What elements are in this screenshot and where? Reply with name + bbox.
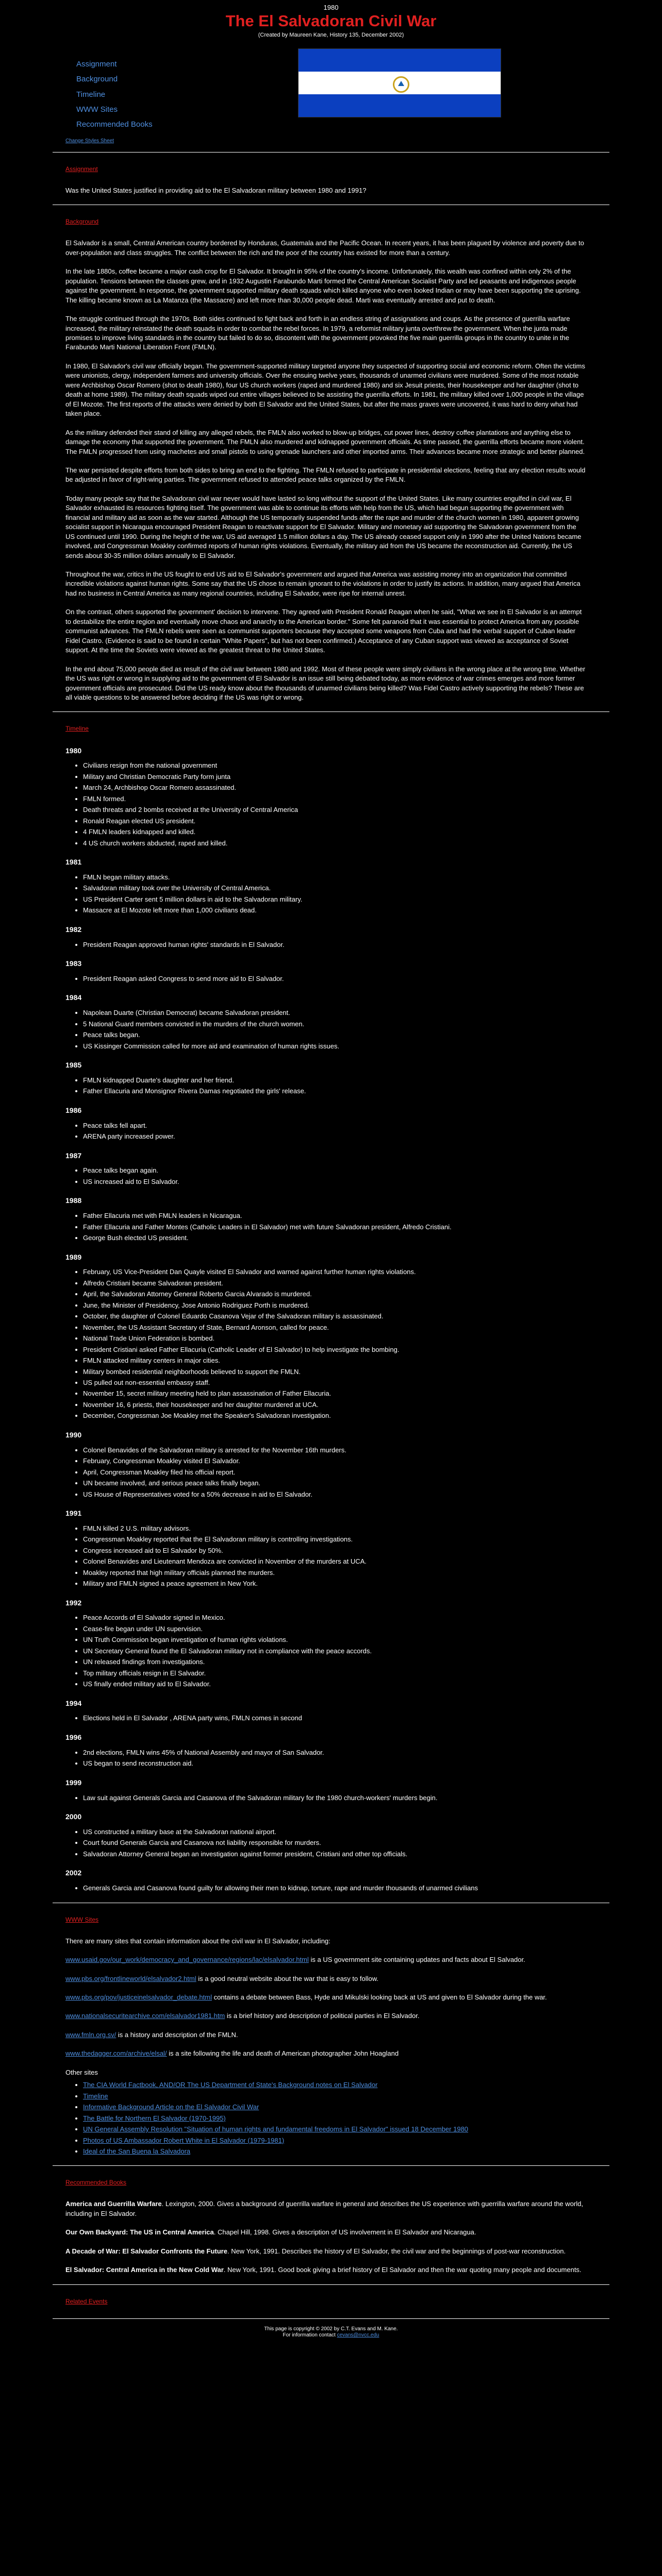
divider: [53, 711, 609, 712]
other-site-link[interactable]: UN General Assembly Resolution "Situation of human rights and fundamental freedoms in El Salvador" issued 18 December 1980: [83, 2125, 469, 2133]
background-paragraph: In the end about 75,000 people died as result of the civil war between 1980 and 1992. Most of these people were simply civilians in the wrong place at the wrong time. Whether the US was right or wrong in supplying aid to the government of El Salvador is an issue still being debated today, as more evidence of war crimes emerges and more former government officials are prosecuted. Did the US ready know about the thousands of unarmed civilians being killed? Was Fidel Castro actively supporting the rebels? These are all viable questions to be answered before deciding if the US was right or wrong.: [65, 665, 586, 702]
timeline-event: • June, the Minister of Presidency, Jose Antonio Rodriguez Porth is murdered.: [83, 1301, 609, 1310]
timeline-events: [73, 1793, 609, 1803]
divider: [53, 2165, 609, 2166]
timeline-event: • Generals Garcia and Casanova found guilty for allowing their men to kidnap, torture, rape and murder thousands of unarmed civilians: [83, 1884, 609, 1893]
timeline-year: 1989: [65, 1252, 82, 1261]
book-entry: [65, 2247, 586, 2256]
related-section: [53, 2297, 609, 2306]
nav-link-assignment[interactable]: Assignment: [76, 60, 117, 69]
www-site-description: is a US government site containing updates and facts about El Salvador.: [308, 1956, 525, 1964]
timeline-event: • US finally ended military aid to El Salvador.: [83, 1680, 609, 1689]
page-title: The El Salvadoran Civil War: [225, 12, 437, 30]
timeline-event: • Peace Accords of El Salvador signed in Mexico.: [83, 1613, 609, 1622]
www-site-link[interactable]: www.nationalsecuritearchive.com/elsalvador1981.htm: [65, 2012, 225, 2020]
timeline-year: 2002: [65, 1869, 82, 1877]
timeline-events: [73, 1267, 609, 1420]
timeline-event: • Military and FMLN signed a peace agreement in New York.: [83, 1579, 609, 1588]
timeline-event: • Congress increased aid to El Salvador by 50%.: [83, 1546, 609, 1555]
timeline-events: [73, 1211, 609, 1243]
related-heading[interactable]: Related Events: [65, 2297, 108, 2305]
timeline-year: 1984: [65, 993, 82, 1002]
timeline-event: • Salvadoran military took over the University of Central America.: [83, 884, 609, 893]
book-title: America and Guerrilla Warfare: [65, 2200, 162, 2208]
timeline-event: • Cease-fire began under UN supervision.: [83, 1624, 609, 1634]
timeline-event: • November 15, secret military meeting held to plan assassination of Father Ellacuria.: [83, 1389, 609, 1398]
other-site-link[interactable]: Photos of US Ambassador Robert White in El Salvador (1979-1981): [83, 2136, 285, 2144]
timeline-event: • October, the daughter of Colonel Eduardo Casanova Vejar of the Salvadoran military is assassinated.: [83, 1312, 609, 1321]
timeline-event: • US President Carter sent 5 million dollars in aid to the Salvadoran military.: [83, 895, 609, 904]
timeline-event: • US increased aid to El Salvador.: [83, 1177, 609, 1187]
assignment-text: Was the United States justified in providing aid to the El Salvadoran military between 1980 and 1991?: [65, 186, 367, 194]
byline: (Created by Maureen Kane, History 135, December 2002): [258, 31, 404, 38]
timeline-year: 1985: [65, 1061, 82, 1070]
other-sites-list: [73, 2080, 609, 2156]
www-site-link[interactable]: www.fmln.org.sv/: [65, 2030, 117, 2039]
book-title: Our Own Backyard: The US in Central America: [65, 2228, 214, 2236]
assignment-heading[interactable]: Assignment: [65, 165, 98, 173]
timeline-event: • 2nd elections, FMLN wins 45% of National Assembly and mayor of San Salvador.: [83, 1748, 609, 1757]
timeline-event: • US House of Representatives voted for a 50% decrease in aid to El Salvador.: [83, 1490, 609, 1499]
nav-link-www-sites[interactable]: WWW Sites: [76, 105, 118, 114]
divider: [53, 2284, 609, 2285]
book-description: . Chapel Hill, 1998. Gives a description of US involvement in El Salvador and Nicaragua.: [213, 2228, 476, 2236]
timeline-events: [73, 1166, 609, 1187]
timeline-event: • UN Secretary General found the El Salvadoran military not in compliance with the peace accords.: [83, 1647, 609, 1656]
timeline-events: [73, 1827, 609, 1859]
timeline-event: • Father Ellacuria and Father Montes (Catholic Leaders in El Salvador) met with future Salvadoran president, Alfredo Cristiani.: [83, 1223, 609, 1232]
timeline-event: • US constructed a military base at the Salvadoran national airport.: [83, 1827, 609, 1837]
www-links: [65, 1955, 609, 2059]
other-site-link[interactable]: Ideal of the San Buena la Salvadora: [83, 2147, 191, 2155]
timeline-event: • George Bush elected US president.: [83, 1233, 609, 1243]
timeline-events: [73, 940, 609, 950]
coat-of-arms-icon: [393, 76, 409, 93]
background-paragraph: As the military defended their stand of killing any alleged rebels, the FMLN also worked to blow-up bridges, cut power lines, destroy coffee plantations and anything else to damage the economy that supported the government. The FMLN also murdered and kidnapped government officials. As time passed, the guerrilla efforts became more violent. The FMLN progressed from using machetes and small pistols to using grenade launchers and other imported arms. Their advances became more strategic and better planned.: [65, 428, 585, 455]
timeline-event: • March 24, Archbishop Oscar Romero assassinated.: [83, 783, 609, 792]
www-site-link[interactable]: www.thedagger.com/archive/elsal/: [65, 2049, 167, 2058]
salvadoran-flag-image: [298, 48, 501, 117]
books-list: [65, 2199, 609, 2275]
other-site-item: [83, 2125, 609, 2134]
header: [53, 48, 609, 134]
other-site-link[interactable]: Timeline: [83, 2092, 108, 2100]
book-entry: [65, 2228, 586, 2237]
timeline-year: 2000: [65, 1812, 82, 1821]
www-site-entry: [65, 1974, 586, 1984]
timeline-event: • FMLN kidnapped Duarte's daughter and her friend.: [83, 1076, 609, 1085]
other-site-item: [83, 2092, 609, 2101]
timeline-event: • April, Congressman Moakley filed his official report.: [83, 1468, 609, 1477]
book-description: . Lexington, 2000. Gives a background of guerrilla warfare in general and describes the US experience with guerrilla warfare around the world, including in El Salvador.: [65, 2200, 583, 2217]
timeline-section: [53, 724, 609, 1893]
timeline-event: • Alfredo Cristiani became Salvadoran president.: [83, 1279, 609, 1288]
www-site-entry: [65, 2049, 586, 2058]
background-paragraph: Today many people say that the Salvadoran civil war never would have lasted so long without the support of the United States. Like many countries engulfed in civil war, El Salvador exhausted its resources fighting itself. The government was able to continue its efforts with help from the US, which had begun supporting the government with financial and military aid as soon as the war started. Although the US temporarily suspended funds after the rape and murder of the church women in 1980, apparent growing socialist support in Nicaragua encouraged President Reagan to reactivate support for El Salvador. Military and monetary aid supporting the Salvadoran government from the US continued until 1990. During the height of the war, US aid averaged 1.5 million dollars a day. The US already ceased support only in 1990 after the United Nations became involved, and Congressman Moakley confirmed reports of human rights violations. Eventually, the military aid from the US became the reconstruction aid. Currently, the US sends about 30-35 million dollars annually to El Salvador.: [65, 494, 582, 560]
background-paragraph: The struggle continued through the 1970s. Both sides continued to fight back and forth in an endless string of assignations and coups. As the presence of guerrilla warfare increased, the military reinstated the death squads in order to combat the rebel forces. In 1979, a reformist military junta overthrew the government. When the junta made promises to improve living standards in the country but failed to do so, discontent with the government provoked the five main guerrilla groups in the country to unite in the Farabundo Marti National Liberation Front (FMLN).: [65, 315, 570, 351]
timeline-year: 1980: [65, 746, 82, 755]
timeline-year: 1996: [65, 1733, 82, 1741]
book-entry: [65, 2199, 586, 2218]
timeline-event: • November, the US Assistant Secretary of State, Bernard Aronson, called for peace.: [83, 1323, 609, 1332]
timeline-event: • Military bombed residential neighborhoods believed to support the FMLN.: [83, 1367, 609, 1377]
timeline-event: • February, Congressman Moakley visited El Salvador.: [83, 1456, 609, 1466]
timeline-event: • Colonel Benavides of the Salvadoran military is arrested for the November 16th murders.: [83, 1446, 609, 1455]
book-title: A Decade of War: El Salvador Confronts the Future: [65, 2247, 227, 2255]
www-heading[interactable]: WWW Sites: [65, 1916, 98, 1923]
timeline-events: [73, 761, 609, 848]
other-site-item: [83, 2080, 609, 2090]
timeline-event: • November 16, 6 priests, their housekeeper and her daughter murdered at UCA.: [83, 1400, 609, 1410]
background-paragraphs: [65, 239, 609, 702]
www-site-entry: [65, 1993, 586, 2002]
www-site-entry: [65, 2030, 586, 2040]
timeline-year: 1999: [65, 1778, 82, 1787]
other-site-item: [83, 2147, 609, 2156]
timeline-year: 1990: [65, 1430, 82, 1439]
nav-link-books[interactable]: Recommended Books: [76, 120, 153, 129]
timeline-event: • Civilians resign from the national government: [83, 761, 609, 770]
www-site-description: is a history and description of the FMLN.: [116, 2030, 238, 2039]
other-site-link[interactable]: Informative Background Article on the El Salvador Civil War: [83, 2103, 259, 2111]
timeline-event: • 5 National Guard members convicted in the murders of the church women.: [83, 1020, 609, 1029]
timeline-event: • US pulled out non-essential embassy staff.: [83, 1378, 609, 1387]
timeline-event: • Congressman Moakley reported that the El Salvadoran military is controlling investigations.: [83, 1535, 609, 1544]
timeline-event: • 4 FMLN leaders kidnapped and killed.: [83, 827, 609, 837]
timeline-event: • Salvadoran Attorney General began an investigation against former president, Cristiani and other top officials.: [83, 1850, 609, 1859]
copyright-text: This page is copyright © 2002 by C.T. Evans and M. Kane.: [264, 2326, 398, 2332]
book-entry: [65, 2265, 586, 2275]
www-section: [53, 1916, 609, 2157]
timeline-event: • President Cristiani asked Father Ellacuria (Catholic Leader of El Salvador) to help investigate the bombing.: [83, 1345, 609, 1354]
timeline-event: • Father Ellacuria and Monsignor Rivera Damas negotiated the girls' release.: [83, 1087, 609, 1096]
timeline-event: • 4 US church workers abducted, raped and killed.: [83, 839, 609, 848]
background-heading[interactable]: Background: [65, 218, 99, 226]
timeline-event: • Massacre at El Mozote left more than 1,000 civilians dead.: [83, 906, 609, 915]
timeline-year: 1988: [65, 1196, 82, 1205]
background-section: [53, 217, 609, 702]
timeline-event: • Peace talks began again.: [83, 1166, 609, 1175]
timeline-year: 1987: [65, 1151, 82, 1160]
www-site-entry: [65, 1955, 586, 1964]
timeline-event: • Military and Christian Democratic Party form junta: [83, 772, 609, 782]
timeline-event: • UN released findings from investigations.: [83, 1657, 609, 1667]
www-site-link[interactable]: www.pbs.org/frontlineworld/elsalvador2.html: [65, 1974, 196, 1982]
background-paragraph: On the contrast, others supported the government' decision to intervene. They agreed with President Ronald Reagan when he said, "What we see in El Salvador is an attempt to destabilize the entire region and eventually move chaos and anarchy to the American border." Some felt paranoid that it was essential to protect America from any possible communist advances. The FMLN rebels were seen as communist supporters because they accepted some weapons from Cuba and had the verbal support of Cuban leader Fidel Castro. (Evidence is said to be found in certain "White Papers", but has not been confirmed.) Acceptance of any Cuban support was viewed as acceptance of Soviet support. At the time the Soviets were viewed as the greatest threat to the United States.: [65, 608, 582, 654]
year-label: 1980: [323, 4, 339, 11]
other-site-item: [83, 2136, 609, 2145]
timeline-event: • Elections held in El Salvador , ARENA party wins, FMLN comes in second: [83, 1714, 609, 1723]
timeline-year: 1981: [65, 858, 82, 866]
section-nav: [53, 48, 231, 134]
timeline-event: • April, the Salvadoran Attorney General Roberto Garcia Alvarado is murdered.: [83, 1290, 609, 1299]
other-site-item: [83, 2103, 609, 2112]
timeline-event: • December, Congressman Joe Moakley met the Speaker's Salvadoran investigation.: [83, 1411, 609, 1420]
timeline-event: • Ronald Reagan elected US president.: [83, 817, 609, 826]
timeline-year: 1983: [65, 959, 82, 968]
timeline-event: • US began to send reconstruction aid.: [83, 1759, 609, 1768]
background-paragraph: The war persisted despite efforts from both sides to bring an end to the fighting. The FMLN refused to participate in presidential elections, feeling that any election results would be adjusted in favor of right-wing parties. The government refused to attended peace talks organized by the FMLN.: [65, 466, 586, 484]
flag-blue-band-bottom: [299, 94, 501, 117]
background-paragraph: El Salvador is a small, Central American country bordered by Honduras, Guatemala and the Pacific Ocean. In recent years, it has been plagued by violence and poverty due to over-population and class struggles. The conflict between the rich and the poor of the country has existed for more than a century.: [65, 239, 584, 257]
timeline-year: 1986: [65, 1106, 82, 1114]
timeline-event: • Colonel Benavides and Lieutenant Mendoza are convicted in November of the murders at UCA.: [83, 1557, 609, 1566]
timeline-event: • UN became involved, and serious peace talks finally began.: [83, 1479, 609, 1488]
other-site-link[interactable]: The CIA World Factbook, AND/OR The US Department of State's Background notes on El Salvador: [83, 2081, 378, 2089]
timeline-event: • Napolean Duarte (Christian Democrat) became Salvadoran president.: [83, 1008, 609, 1018]
timeline-list: [65, 746, 609, 1893]
background-paragraph: Throughout the war, critics in the US fought to end US aid to El Salvador's government and argued that America was assisting money into an organization that committed incredible violations against human rights. Some say that the US chose to remain ignorant to the violations in order to justify its actions. In addition, many argued that America had no business in Central America as many regional countries, including El Salvador, were ripe for internal unrest.: [65, 570, 581, 597]
book-title: El Salvador: Central America in the New Cold War: [65, 2266, 224, 2274]
www-site-entry: [65, 2011, 586, 2021]
timeline-event: • FMLN killed 2 U.S. military advisors.: [83, 1524, 609, 1533]
timeline-event: • Father Ellacuria met with FMLN leaders in Nicaragua.: [83, 1211, 609, 1221]
nav-link-background[interactable]: Background: [76, 75, 118, 84]
timeline-events: [73, 1613, 609, 1689]
timeline-events: [73, 1714, 609, 1723]
book-description: . New York, 1991. Good book giving a brief history of El Salvador and then the war quoting many people and documents.: [223, 2266, 582, 2274]
assignment-section: [53, 165, 609, 195]
timeline-event: • FMLN began military attacks.: [83, 873, 609, 882]
background-paragraph: In the late 1880s, coffee became a major cash crop for El Salvador. It brought in 95% of the country's income. Unfortunately, this wealth was confined within only 2% of the population. Tensions between the classes grew, and in 1932 Augustin Farabundo Marti formed the Central American Socialist Party and led peasants and indigenous people against the government. In response, the government supported military death squads which killed anyone who even looked Indian or may have been supporting the uprising. The killing became known as La Matanza (the Massacre) and left more than 30,000 people dead. Marti was eventually arrested and put to death.: [65, 267, 581, 304]
timeline-event: • ARENA party increased power.: [83, 1132, 609, 1141]
timeline-event: • Court found Generals Garcia and Casanova not liability responsible for murders.: [83, 1838, 609, 1848]
timeline-events: [73, 974, 609, 984]
contact-text: For information contact cevans@nvcc.edu: [283, 2332, 379, 2338]
www-site-description: is a site following the life and death of American photographer John Hoagland: [167, 2049, 399, 2058]
timeline-events: [73, 1884, 609, 1893]
timeline-year: 1994: [65, 1699, 82, 1707]
timeline-event: • FMLN attacked military centers in major cities.: [83, 1356, 609, 1365]
timeline-year: 1982: [65, 925, 82, 934]
www-site-description: is a good neutral website about the war that is easy to follow.: [196, 1974, 378, 1982]
timeline-event: • February, US Vice-President Dan Quayle visited El Salvador and warned against further human rights violations.: [83, 1267, 609, 1277]
www-site-link[interactable]: www.usaid.gov/our_work/democracy_and_governance/regions/lac/elsalvador.html: [65, 1956, 309, 1964]
other-site-link[interactable]: The Battle for Northern El Salvador (1970-1995): [83, 2114, 226, 2122]
other-site-item: [83, 2114, 609, 2123]
www-site-description: is a brief history and description of political parties in El Salvador.: [225, 2012, 420, 2020]
timeline-events: [73, 1446, 609, 1499]
timeline-event: • Moakley reported that high military officials planned the murders.: [83, 1568, 609, 1578]
timeline-event: • Peace talks fell apart.: [83, 1121, 609, 1130]
nav-link-timeline[interactable]: Timeline: [76, 90, 106, 99]
timeline-event: • Peace talks began.: [83, 1030, 609, 1040]
timeline-events: [73, 1524, 609, 1589]
timeline-event: • UN Truth Commission began investigation of human rights violations.: [83, 1635, 609, 1645]
email-link[interactable]: cevans@nvcc.edu: [337, 2332, 379, 2338]
timeline-heading[interactable]: Timeline: [65, 725, 89, 733]
timeline-events: [73, 873, 609, 916]
book-description: . New York, 1991. Describes the history of El Salvador, the civil war and the beginnings of post-war reconstruction.: [227, 2247, 566, 2255]
page: [53, 0, 609, 2339]
timeline-events: [73, 1748, 609, 1769]
timeline-event: • FMLN formed.: [83, 794, 609, 804]
timeline-events: [73, 1076, 609, 1096]
timeline-event: • National Trade Union Federation is bombed.: [83, 1334, 609, 1343]
books-section: [53, 2178, 609, 2275]
flag-blue-band-top: [299, 49, 501, 72]
timeline-event: • Death threats and 2 bombs received at the University of Central America: [83, 805, 609, 815]
timeline-event: • President Reagan asked Congress to send more aid to El Salvador.: [83, 974, 609, 984]
timeline-event: • President Reagan approved human rights' standards in El Salvador.: [83, 940, 609, 950]
timeline-event: • Top military officials resign in El Salvador.: [83, 1669, 609, 1678]
timeline-event: • US Kissinger Commission called for more aid and examination of human rights issues.: [83, 1042, 609, 1051]
timeline-events: [73, 1121, 609, 1142]
books-heading[interactable]: Recommended Books: [65, 2179, 127, 2187]
www-site-link[interactable]: www.pbs.org/pov/justiceinelsalvador_debate.html: [65, 1993, 212, 2001]
divider: [53, 2318, 609, 2319]
timeline-event: • Law suit against Generals Garcia and Casanova of the Salvadoran military for the 1980 church-workers' murders begin.: [83, 1793, 609, 1803]
flag-white-band: [299, 72, 501, 94]
footer: [53, 2326, 609, 2339]
background-paragraph: In 1980, El Salvador's civil war officially began. The government-supported military targeted anyone they suspected of supporting social and economic reform. Often the victims were unionists, clergy, independent farmers and university officials. Over the ensuing twelve years, thousands of unarmed civilians were murdered. Some of the most notable were Archbishop Oscar Romero (shot to death 1980), four US church workers (raped and murdered 1980) and six Jesuit priests, their housekeeper and her daughter (shot to death at home 1989). The military death squads wiped out entire villages believed to be assisting the guerrilla efforts. In 1981, the military killed over 1,000 people in the village of El Mozote. The first reports of the attacks were denied by both El Salvador and the United States, but after the mass graves were uncovered, it was hard to deny what had taken place.: [65, 362, 585, 418]
other-sites-title: Other sites: [65, 2068, 98, 2076]
timeline-year: 1992: [65, 1598, 82, 1607]
timeline-year: 1991: [65, 1509, 82, 1517]
www-site-description: contains a debate between Bass, Hyde and Mikulski looking back at US and given to El Salvador during the war.: [212, 1993, 547, 2001]
timeline-events: [73, 1008, 609, 1051]
www-intro: There are many sites that contain information about the civil war in El Salvador, including:: [65, 1937, 330, 1945]
style-sheet-link[interactable]: Change Styles Sheet: [65, 138, 114, 144]
